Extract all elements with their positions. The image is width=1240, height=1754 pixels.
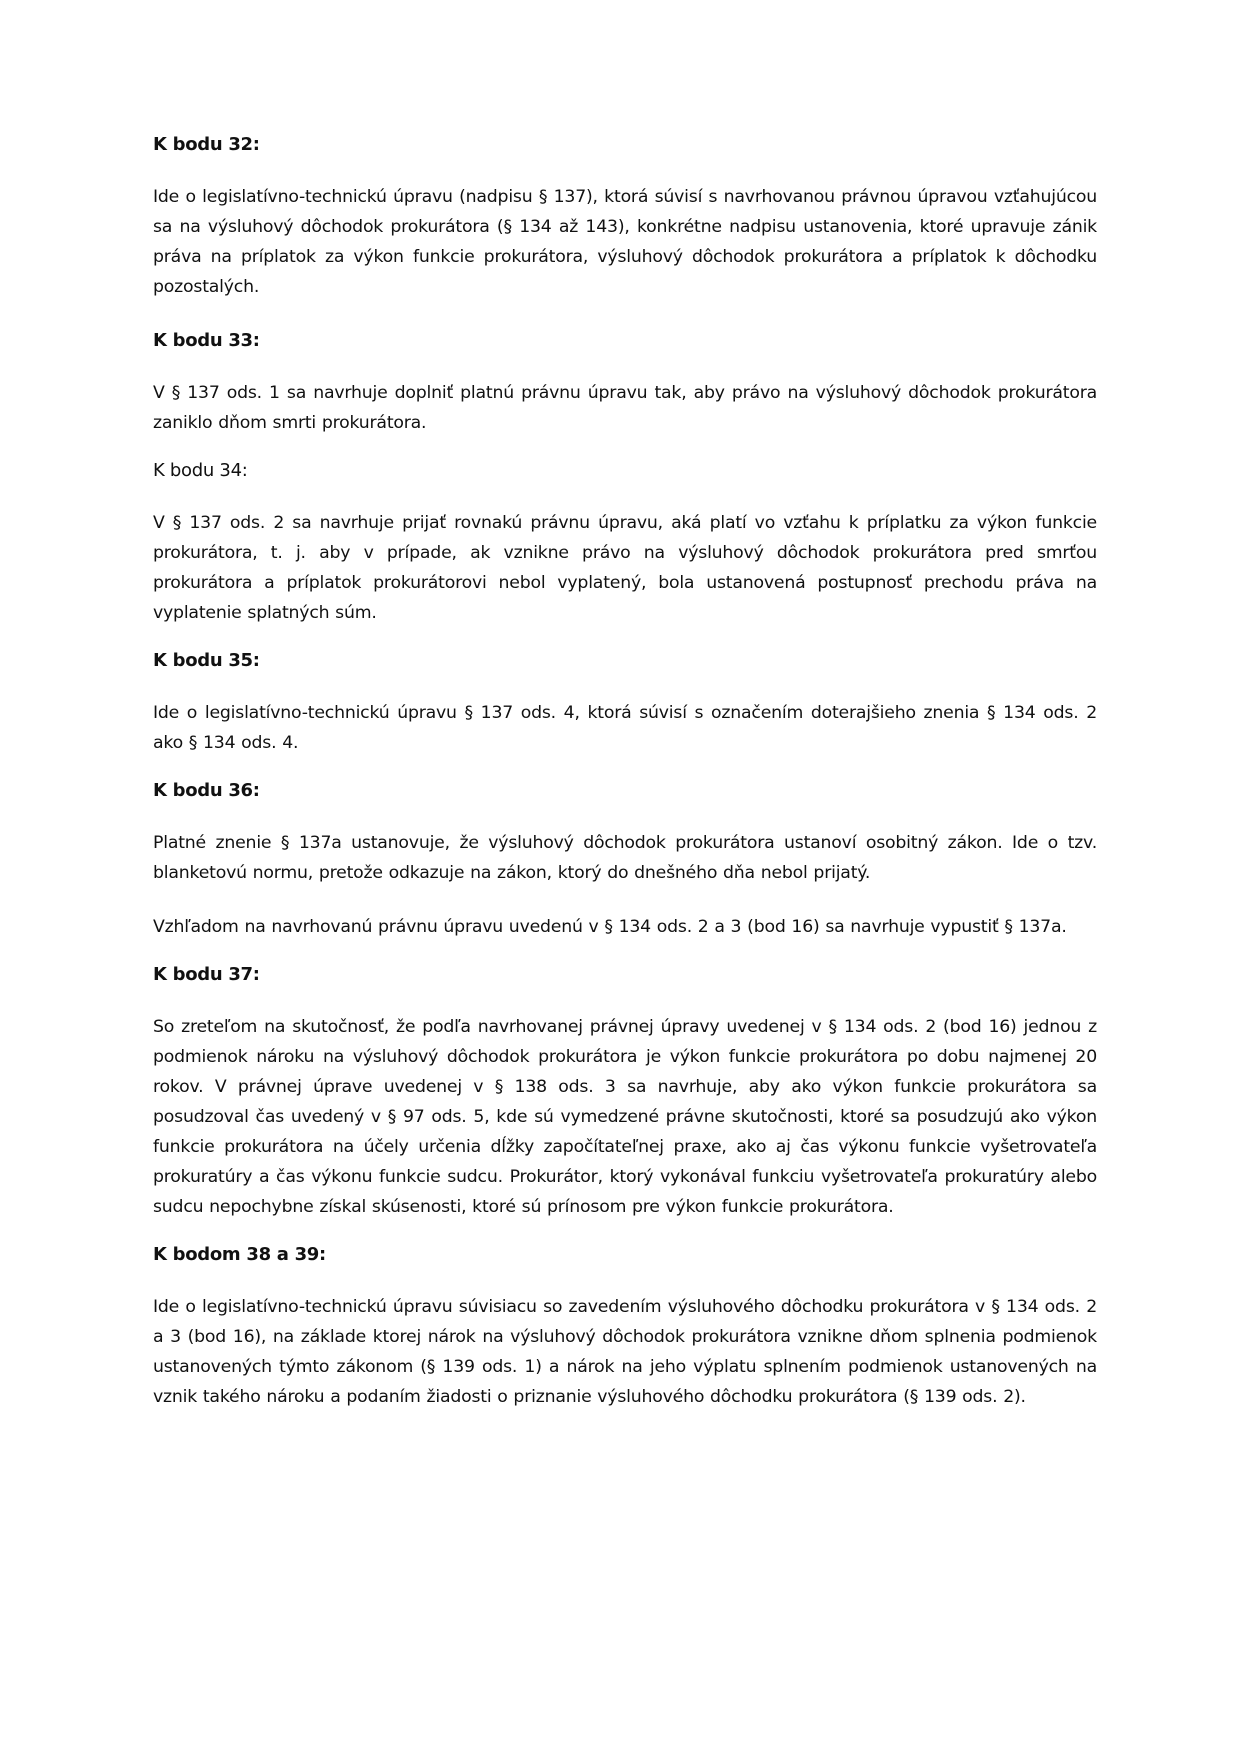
section-34-paragraph-1: V § 137 ods. 2 sa navrhuje prijať rovnakú právnu úpravu, aká platí vo vzťahu k príplatku za výkon funkcie prokurátora, t. j. aby v prípade, ak vznikne právo na výsluhový dôchodok prokurátora pred smrťou prokurátora a príplatok prokurátorovi nebol vyplatený, bola ustanovená postupnosť prechodu práva na vyplatenie splatných súm. [153, 513, 1097, 623]
section-35-paragraph-1: Ide o legislatívno-technickú úpravu § 137 ods. 4, ktorá súvisí s označením doterajšieho znenia § 134 ods. 2 ako § 134 ods. 4. [153, 703, 1097, 753]
section-36-paragraph-2: Vzhľadom na navrhovanú právnu úpravu uvedenú v § 134 ods. 2 a 3 (bod 16) sa navrhuje vypustiť § 137a. [153, 917, 1067, 937]
section-heading-38-39: K bodom 38 a 39: [153, 1244, 326, 1265]
section-heading-34: K bodu 34: [153, 460, 248, 481]
section-32-paragraph-1: Ide o legislatívno-technickú úpravu (nadpisu § 137), ktorá súvisí s navrhovanou právnou úpravou vzťahujúcou sa na výsluhový dôchodok prokurátora (§ 134 až 143), konkrétne nadpisu ustanovenia, ktoré upravuje zánik práva na príplatok za výkon funkcie prokurátora, výsluhový dôchodok prokurátora a príplatok k dôchodku pozostalých. [153, 187, 1097, 297]
section-37-paragraph-1: So zreteľom na skutočnosť, že podľa navrhovanej právnej úpravy uvedenej v § 134 ods. 2 (bod 16) jednou z podmienok nároku na výsluhový dôchodok prokurátora je výkon funkcie prokurátora po dobu najmenej 20 rokov. V právnej úprave uvedenej v § 138 ods. 3 sa navrhuje, aby ako výkon funkcie prokurátora sa posudzoval čas uvedený v § 97 ods. 5, kde sú vymedzené právne skutočnosti, ktoré sa posudzujú ako výkon funkcie prokurátora na účely určenia dĺžky započítateľnej praxe, ako aj čas výkonu funkcie vyšetrovateľa prokuratúry a čas výkonu funkcie sudcu. Prokurátor, ktorý vykonával funkciu vyšetrovateľa prokuratúry alebo sudcu nepochybne získal skúsenosti, ktoré sú prínosom pre výkon funkcie prokurátora. [153, 1017, 1097, 1217]
section-36-paragraph-1: Platné znenie § 137a ustanovuje, že výsluhový dôchodok prokurátora ustanoví osobitný zákon. Ide o tzv. blanketovú normu, pretože odkazuje na zákon, ktorý do dnešného dňa nebol prijatý. [153, 833, 1097, 883]
section-33-paragraph-1: V § 137 ods. 1 sa navrhuje doplniť platnú právnu úpravu tak, aby právo na výsluhový dôchodok prokurátora zaniklo dňom smrti prokurátora. [153, 383, 1097, 433]
section-38-39-paragraph-1: Ide o legislatívno-technickú úpravu súvisiacu so zavedením výsluhového dôchodku prokurátora v § 134 ods. 2 a 3 (bod 16), na základe ktorej nárok na výsluhový dôchodok prokurátora vznikne dňom splnenia podmienok ustanovených týmto zákonom (§ 139 ods. 1) a nárok na jeho výplatu splnením podmienok ustanovených na vznik takého nároku a podaním žiadosti o priznanie výsluhového dôchodku prokurátora (§ 139 ods. 2). [153, 1297, 1097, 1407]
section-heading-33: K bodu 33: [153, 330, 260, 351]
section-heading-35: K bodu 35: [153, 650, 260, 671]
document-body [153, 130, 1097, 1412]
section-heading-32: K bodu 32: [153, 134, 260, 155]
section-heading-36: K bodu 36: [153, 780, 260, 801]
section-heading-37: K bodu 37: [153, 964, 260, 985]
